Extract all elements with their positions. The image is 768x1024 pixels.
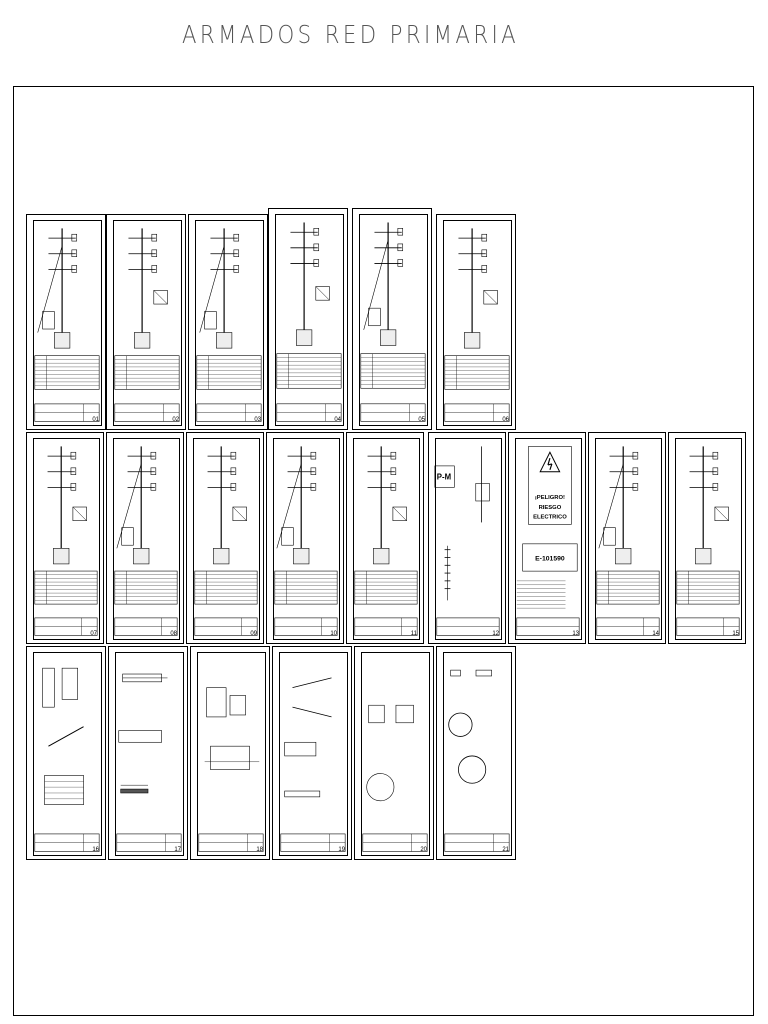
- sheet-drawing: [191, 647, 269, 859]
- sheet-drawing: [187, 433, 263, 643]
- sheet-number: 08: [170, 631, 177, 637]
- sheet-number: 04: [334, 417, 341, 423]
- sheet-number: 12: [492, 631, 499, 637]
- drawing-sheet: [436, 646, 516, 860]
- sheet-drawing: [267, 433, 343, 643]
- sheet-number: 20: [420, 847, 427, 853]
- sheet-number: 01: [92, 417, 99, 423]
- drawing-sheet: [108, 646, 188, 860]
- sheet-drawing: [27, 433, 103, 643]
- sheet-number: 03: [254, 417, 261, 423]
- sheet-number: 16: [92, 847, 99, 853]
- drawing-sheet: [106, 214, 186, 430]
- sheet-drawing: [189, 215, 267, 429]
- sheet-drawing: [107, 215, 185, 429]
- drawing-sheet: [106, 432, 184, 644]
- sheet-number: 19: [338, 847, 345, 853]
- drawing-sheet: [190, 646, 270, 860]
- sheet-drawing: [27, 215, 105, 429]
- sheet-drawing: [273, 647, 351, 859]
- drawing-sheet: [26, 432, 104, 644]
- sheet-drawing: [509, 433, 585, 643]
- sheet-number: 05: [418, 417, 425, 423]
- sheet-drawing: [353, 209, 431, 429]
- sheet-drawing: [589, 433, 665, 643]
- drawing-sheet: [346, 432, 424, 644]
- sheet-number: 07: [90, 631, 97, 637]
- page-title: ARMADOS RED PRIMARIA: [182, 20, 520, 49]
- sheet-number: 14: [652, 631, 659, 637]
- drawing-sheet: [352, 208, 432, 430]
- sheet-drawing: [429, 433, 505, 643]
- sheet-number: 10: [330, 631, 337, 637]
- sheet-drawing: [437, 647, 515, 859]
- svg-text:P-M: P-M: [436, 472, 452, 482]
- svg-text:RIESGO: RIESGO: [538, 504, 562, 511]
- drawing-sheet: [668, 432, 746, 644]
- drawing-sheet: [588, 432, 666, 644]
- sheet-drawing: [109, 647, 187, 859]
- sheet-number: 17: [174, 847, 181, 853]
- sheet-drawing: [27, 647, 105, 859]
- sheet-number: 02: [172, 417, 179, 423]
- sheet-drawing: [669, 433, 745, 643]
- drawing-sheet: [188, 214, 268, 430]
- svg-text:E-101590: E-101590: [535, 555, 565, 563]
- svg-text:ELECTRICO: ELECTRICO: [533, 514, 567, 521]
- drawing-sheet: [266, 432, 344, 644]
- sheet-drawing: [355, 647, 433, 859]
- drawing-sheet: [428, 432, 506, 644]
- sheet-drawing: [269, 209, 347, 429]
- drawing-sheet: [26, 646, 106, 860]
- sheet-number: 21: [502, 847, 509, 853]
- sheet-number: 13: [572, 631, 579, 637]
- sheet-number: 06: [502, 417, 509, 423]
- sheet-drawing: [107, 433, 183, 643]
- sheet-number: 15: [732, 631, 739, 637]
- sheet-drawing: [437, 215, 515, 429]
- svg-text:¡PELIGRO!: ¡PELIGRO!: [534, 495, 565, 502]
- sheet-number: 09: [250, 631, 257, 637]
- drawing-sheet: [268, 208, 348, 430]
- sheet-number: 18: [256, 847, 263, 853]
- drawing-sheet: [26, 214, 106, 430]
- drawing-sheet: [508, 432, 586, 644]
- drawing-sheet: [354, 646, 434, 860]
- sheet-drawing: [347, 433, 423, 643]
- drawing-sheet: [186, 432, 264, 644]
- drawing-sheet: [436, 214, 516, 430]
- drawing-sheet: [272, 646, 352, 860]
- sheet-number: 11: [410, 631, 417, 637]
